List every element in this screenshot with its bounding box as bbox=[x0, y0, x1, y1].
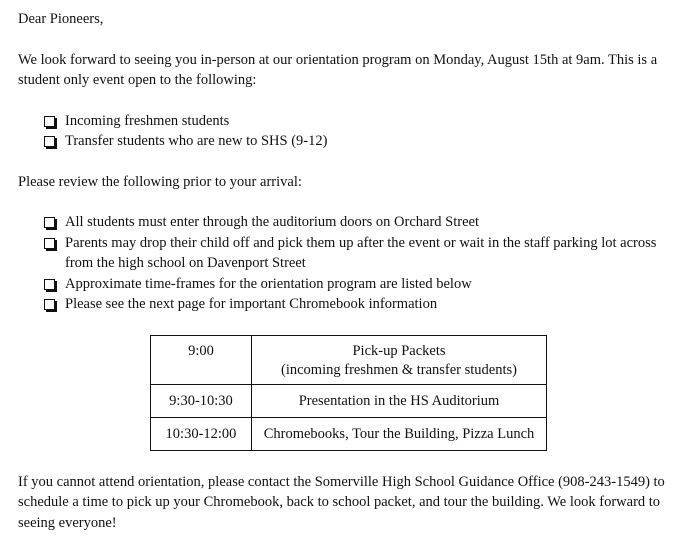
intro-paragraph: We look forward to seeing you in-person at our orientation program on Monday, August 15th at 9am. This is a student only event open to the following: bbox=[18, 51, 658, 88]
review-heading: Please review the following prior to your arrival: bbox=[18, 173, 302, 190]
list-item bbox=[44, 111, 668, 132]
checkbox-bullet-icon bbox=[44, 279, 55, 290]
notes-list bbox=[18, 212, 668, 315]
list-item-text: Please see the next page for important Chromebook information bbox=[65, 296, 438, 312]
time-cell: 9:00 bbox=[151, 335, 252, 384]
checkbox-bullet-icon bbox=[44, 238, 55, 249]
table-row bbox=[151, 417, 547, 450]
audience-list bbox=[18, 111, 668, 152]
letter-body bbox=[18, 9, 668, 533]
checkbox-bullet-icon bbox=[44, 116, 55, 127]
list-item bbox=[44, 131, 668, 152]
closing-paragraph: If you cannot attend orientation, please contact the Somerville High School Guidance Office (908-243-1549) to schedule a time to pick up your Chromebook, back to school packet, and tour the building. We look forward to seeing everyone! bbox=[18, 473, 665, 531]
list-item-text: Approximate time-frames for the orientation program are listed below bbox=[65, 275, 472, 292]
list-item-text: Transfer students who are new to SHS (9-12) bbox=[65, 133, 328, 149]
list-item-text: Incoming freshmen students bbox=[65, 112, 230, 129]
list-item bbox=[44, 233, 668, 274]
table-row bbox=[151, 335, 547, 384]
list-item-text: Parents may drop their child off and pick them up after the event or wait in the staff parking lot across from the high school on Davenport Street bbox=[65, 234, 657, 271]
list-item-text: All students must enter through the auditorium doors on Orchard Street bbox=[65, 214, 479, 230]
table-row bbox=[151, 384, 547, 417]
checkbox-bullet-icon bbox=[44, 217, 55, 228]
checkbox-bullet-icon bbox=[44, 299, 55, 310]
checkbox-bullet-icon bbox=[44, 136, 55, 147]
activity-detail: (incoming freshmen & transfer students) bbox=[281, 361, 517, 378]
time-cell: 10:30-12:00 bbox=[151, 417, 252, 450]
greeting: Dear Pioneers, bbox=[18, 11, 104, 27]
list-item bbox=[44, 212, 668, 233]
time-cell: 9:30-10:30 bbox=[151, 384, 252, 417]
schedule-table bbox=[150, 335, 547, 451]
list-item bbox=[44, 274, 668, 295]
activity-cell: Presentation in the HS Auditorium bbox=[252, 384, 547, 417]
activity-cell: Chromebooks, Tour the Building, Pizza Lunch bbox=[252, 417, 547, 450]
activity-text: Pick-up Packets bbox=[352, 342, 446, 359]
activity-cell bbox=[252, 335, 547, 384]
list-item bbox=[44, 294, 668, 315]
